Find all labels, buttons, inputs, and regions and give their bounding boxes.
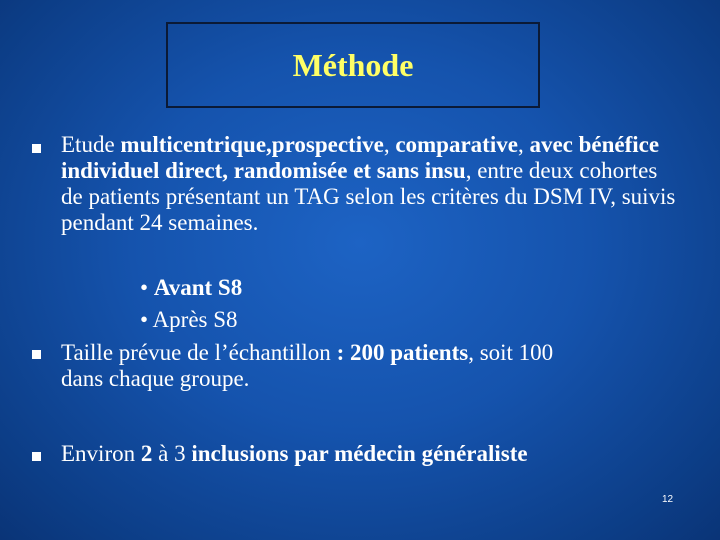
bullet-marker-1 (32, 144, 41, 153)
b3-part-1: Environ (61, 441, 141, 466)
title-box (166, 22, 540, 108)
sub-item-apres (140, 307, 238, 333)
page-number: 12 (662, 494, 674, 505)
b3-part-4: inclusions par médecin généraliste (191, 441, 528, 466)
b2-part-1: Taille prévue de l’échantillon (61, 340, 337, 365)
b3-part-2: 2 (140, 441, 153, 466)
b2-part-3: , soit 100 dans chaque groupe. (61, 340, 554, 391)
bullet-text-2 (61, 340, 581, 392)
sub-text-2: Après S8 (152, 307, 238, 332)
b2-part-2: : 200 patients (336, 340, 469, 365)
b3-part-3: à 3 (152, 441, 192, 466)
b1-part-7: , entre deux cohortes de patients présentant un TAG selon les critères du DSM IV, suivis pendant 24 semaines. (61, 158, 676, 235)
b1-part-1: Etude (61, 132, 121, 157)
bullet-text-3 (61, 441, 681, 467)
sub-marker-2: • (140, 307, 149, 332)
b1-part-6: avec bénéfice individuel direct, randomisée et sans insu (61, 132, 660, 183)
b1-part-4: comparative (395, 132, 518, 157)
sub-text-1: Avant S8 (153, 275, 243, 300)
b1-part-5: , (517, 132, 530, 157)
sub-item-avant (140, 275, 242, 301)
slide-title: Méthode (292, 46, 414, 83)
bullet-text-1 (61, 132, 681, 236)
b1-part-3: , (383, 132, 396, 157)
bullet-marker-2 (32, 350, 41, 359)
bullet-marker-3 (32, 452, 41, 461)
b1-part-2: multicentrique,prospective (120, 132, 384, 157)
sub-marker-1: • (140, 275, 149, 300)
